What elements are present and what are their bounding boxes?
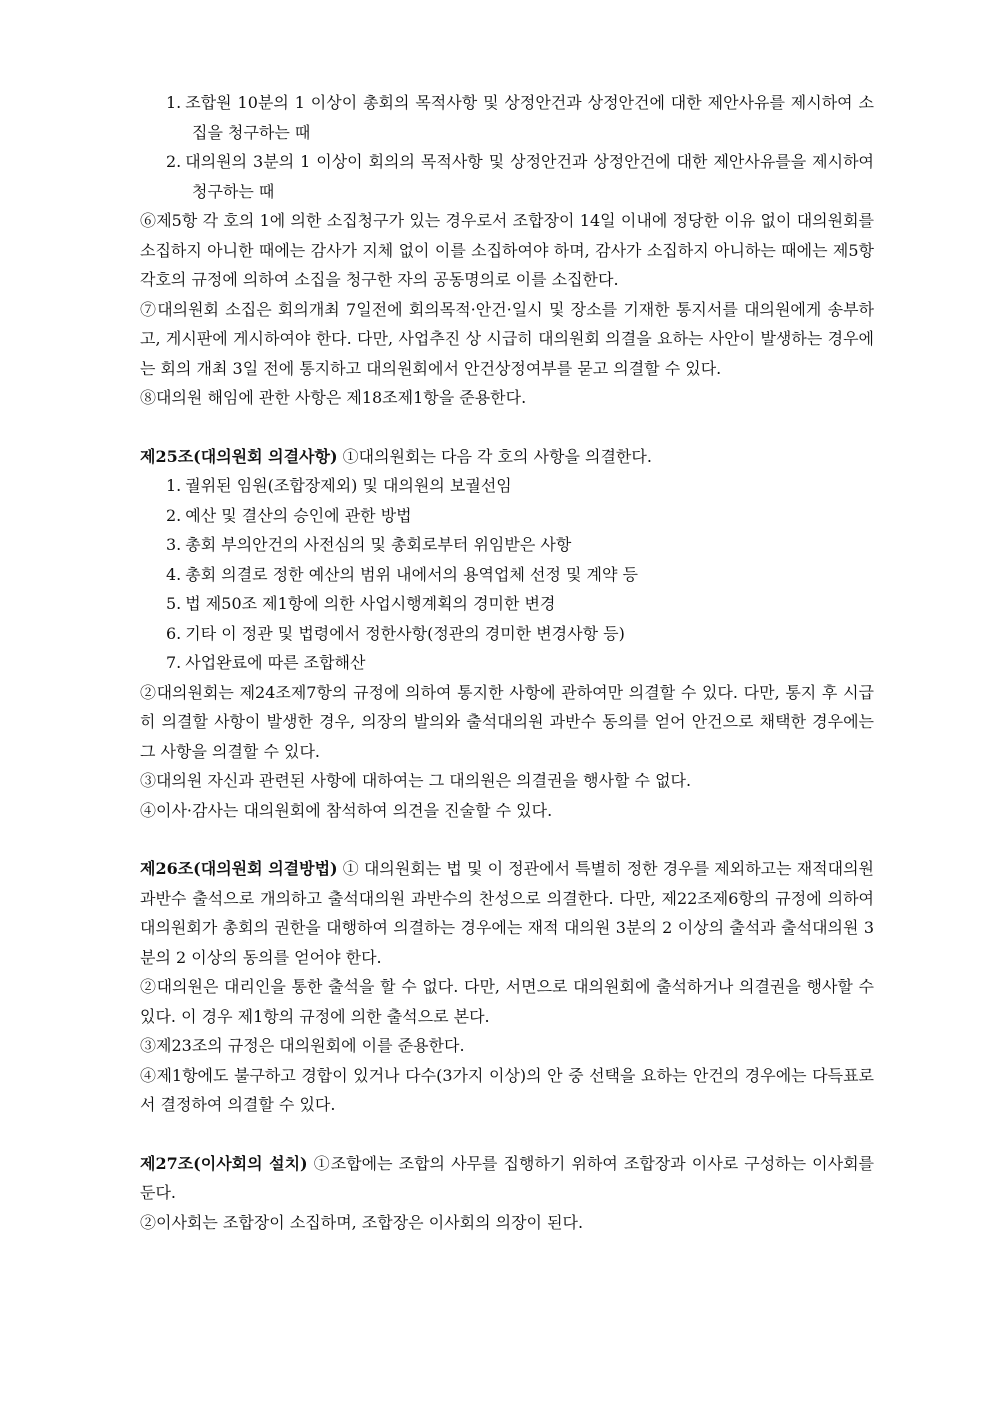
article-26-intro [140,854,874,972]
item-number: 3. [166,535,182,554]
list-item [140,88,874,147]
item-text: 예산 및 결산의 승인에 관한 방법 [185,505,412,525]
paragraph-8: ⑧대의원 해임에 관한 사항은 제18조제1항을 준용한다. [140,388,527,407]
list-item [140,589,874,619]
item-number: 5. [166,594,182,613]
spacer [140,825,874,854]
item-number: 4. [166,564,182,584]
list-item [140,560,874,590]
paragraph-6: ⑥제5항 각 호의 1에 의한 소집청구가 있는 경우로서 조합장이 14일 이내에 정당한 이유 없이 대의원회를 소집하지 아니한 때에는 감사가 지체 없이 이를 소집하여야 하며, 감사가 소집하지 아니하는 때에는 제5항 각호의 규정에 의하여 소집을 청구한 자의 공동명의로 이를 소집한다. [140,211,874,289]
item-number: 6. [166,623,182,643]
article-25-intro [140,442,874,472]
article-25-paragraph-3: ③대의원 자신과 관련된 사항에 대하여는 그 대의원은 의결권을 행사할 수 없다. [140,771,692,790]
article-26-intro-text: ① 대의원회는 법 및 이 정관에서 특별히 정한 경우를 제외하고는 재적대의원 과반수 출석으로 개의하고 출석대의원 과반수의 찬성으로 의결한다. 다만, 제22조제6항의 규정에 의하여 대의원회가 총회의 권한을 대행하여 의결하는 경우에는 재적 대의원 3분의 2 이상의 출석과 출석대의원 3분의 2 이상의 동의를 얻어야 한다. [140,859,874,967]
item-text: 총회 의결로 정한 예산의 범위 내에서의 용역업체 선정 및 계약 등 [185,564,638,584]
item-text: 조합원 10분의 1 이상이 총회의 목적사항 및 상정안건과 상정안건에 대한 제안사유를 제시하여 소집을 청구하는 때 [185,93,874,142]
article-27-heading: 제27조(이사회의 설치) [140,1153,308,1173]
item-text: 대의원의 3분의 1 이상이 회의의 목적사항 및 상정안건과 상정안건에 대한 제안사유를을 제시하여 청구하는 때 [185,152,874,201]
spacer [140,1120,874,1149]
article-27-intro-text: ①조합에는 조합의 사무를 집행하기 위하여 조합장과 이사로 구성하는 이사회를 둔다. [140,1153,874,1202]
spacer [140,413,874,442]
item-text: 기타 이 정관 및 법령에서 정한사항(정관의 경미한 변경사항 등) [185,623,625,643]
list-item [140,648,874,678]
item-text: 궐위된 임원(조합장제외) 및 대의원의 보궐선임 [185,476,512,495]
item-number: 1. [166,476,182,495]
article-27-paragraph-2: ②이사회는 조합장이 소집하며, 조합장은 이사회의 의장이 된다. [140,1212,584,1232]
article-26-heading: 제26조(대의원회 의결방법) [140,859,338,878]
list-item [140,147,874,206]
article-25-paragraph-2: ②대의원회는 제24조제7항의 규정에 의하여 통지한 사항에 관하여만 의결할 수 있다. 다만, 통지 후 시급히 의결할 사항이 발생한 경우, 의장의 발의와 출석대의원 과반수 동의를 얻어 안건으로 채택한 경우에는 그 사항을 의결할 수 있다. [140,682,874,761]
list-item [140,471,874,501]
list-item [140,619,874,649]
article-25-heading: 제25조(대의원회 의결사항) [140,446,338,466]
paragraph-7: ⑦대의원회 소집은 회의개최 7일전에 회의목적·안건·일시 및 장소를 기재한 통지서를 대의원에게 송부하고, 게시판에 게시하여야 한다. 다만, 사업추진 상 시급히 대의원회 의결을 요하는 사안이 발생하는 경우에는 회의 개최 3일 전에 통지하고 대의원회에서 안건상정여부를 묻고 의결할 수 있다. [140,299,874,378]
item-text: 사업완료에 따른 조합해산 [185,653,366,672]
document-page [140,88,874,1237]
article-27-intro [140,1149,874,1208]
item-number: 7. [166,653,182,672]
article-26-paragraph-2: ②대의원은 대리인을 통한 출석을 할 수 없다. 다만, 서면으로 대의원회에 출석하거나 의결권을 행사할 수 있다. 이 경우 제1항의 규정에 의한 출석으로 본다. [140,977,874,1026]
list-item [140,501,874,531]
article-25-paragraph-4: ④이사·감사는 대의원회에 참석하여 의견을 진술할 수 있다. [140,800,553,820]
item-number: 1. [166,93,182,112]
item-text: 법 제50조 제1항에 의한 사업시행계획의 경미한 변경 [185,594,556,613]
item-text: 총회 부의안건의 사전심의 및 총회로부터 위임받은 사항 [185,535,572,554]
article-25-intro-text: ①대의원회는 다음 각 호의 사항을 의결한다. [337,446,652,466]
item-number: 2. [166,505,182,525]
article-26-paragraph-3: ③제23조의 규정은 대의원회에 이를 준용한다. [140,1036,465,1055]
item-number: 2. [166,152,182,171]
list-item [140,530,874,560]
article-26-paragraph-4: ④제1항에도 불구하고 경합이 있거나 다수(3가지 이상)의 안 중 선택을 요하는 안건의 경우에는 다득표로서 결정하여 의결할 수 있다. [140,1065,874,1114]
